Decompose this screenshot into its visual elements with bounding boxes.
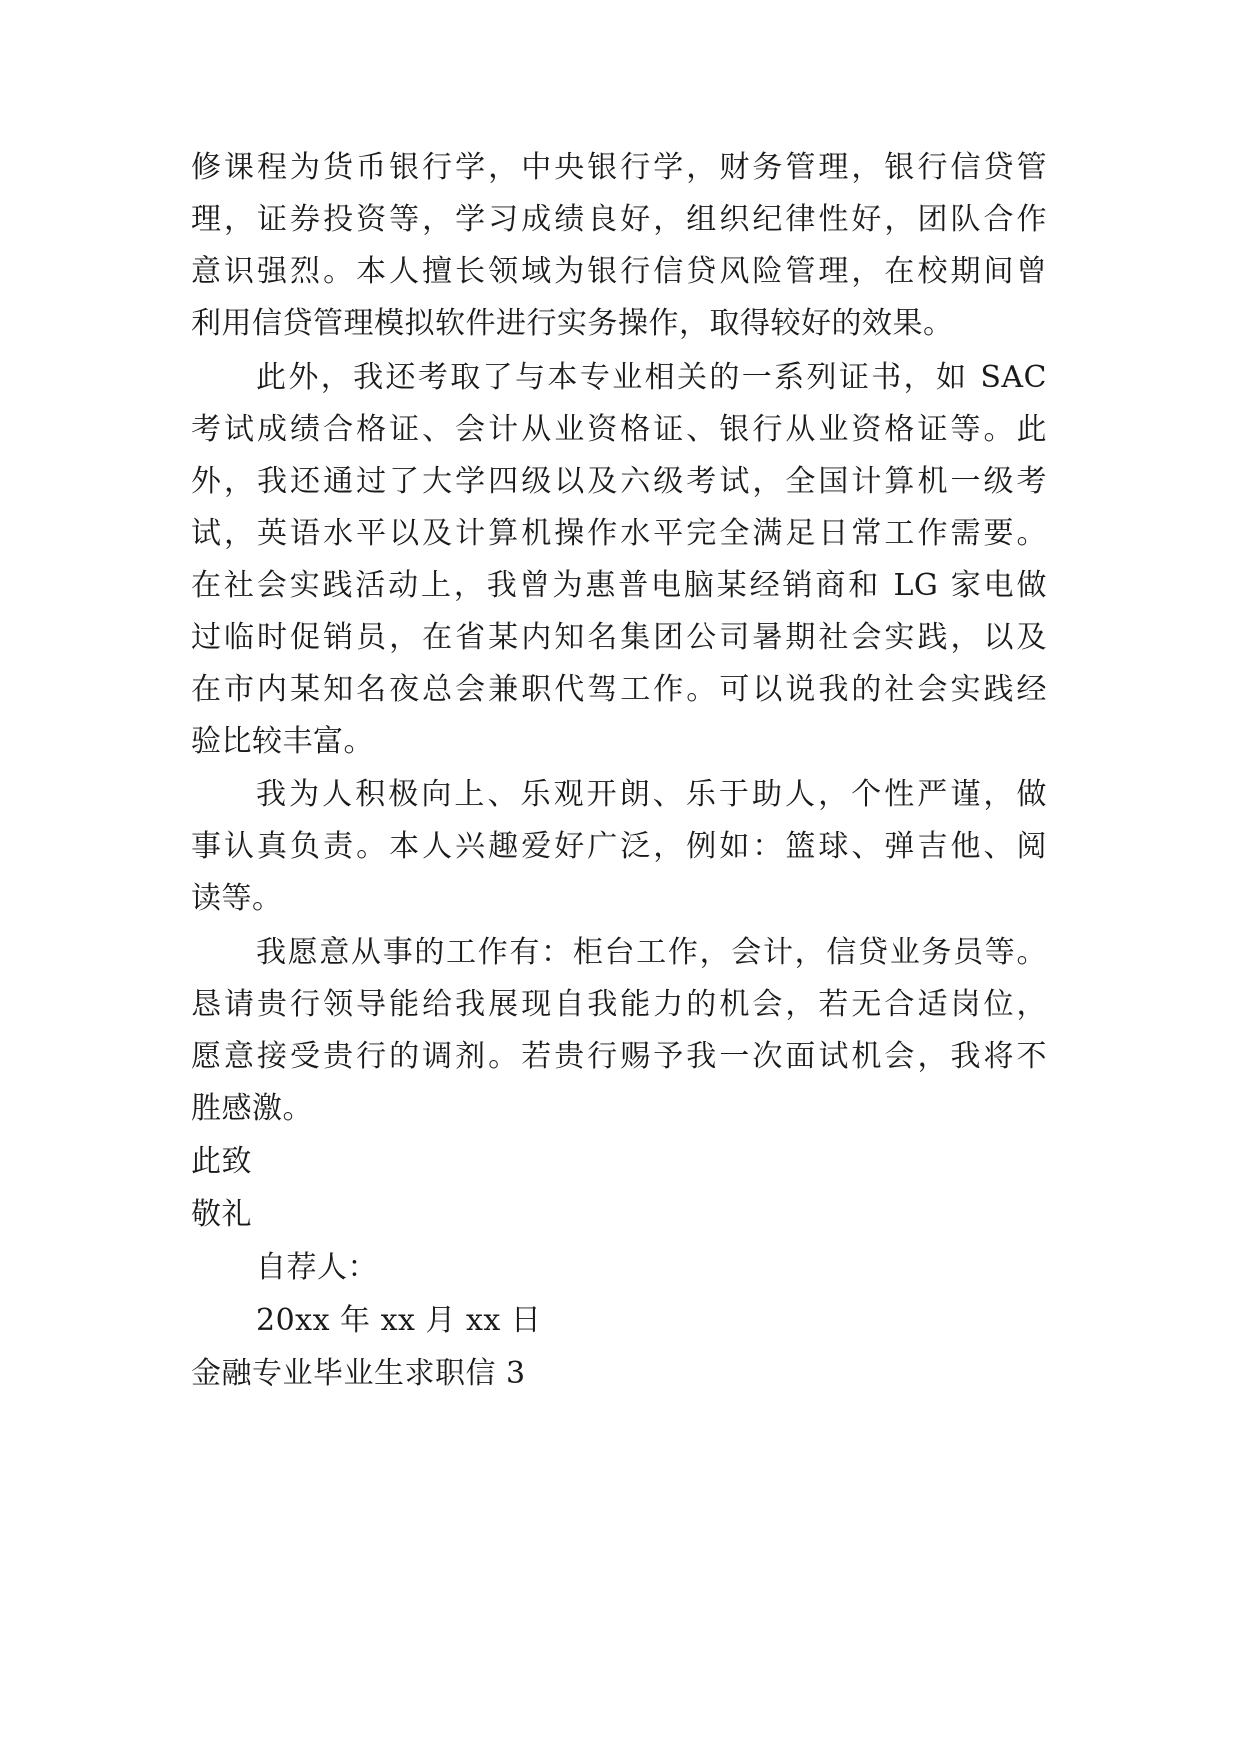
paragraph-line: 利用信贷管理模拟软件进行实务操作，取得较好的效果。	[191, 306, 954, 341]
paragraph-line: 试，英语水平以及计算机操作水平完全满足日常工作需要。	[191, 516, 1047, 551]
signature-date: 20xx 年 xx 月 xx 日	[256, 1303, 542, 1338]
paragraph-line: 恳请贵行领导能给我展现自我能力的机会，若无合适岗位，	[191, 987, 1047, 1022]
paragraph-line: 修课程为货币银行学，中央银行学，财务管理，银行信贷管	[191, 150, 1047, 185]
paragraph-line: 胜感激。	[191, 1091, 313, 1126]
closing-salutation: 此致	[191, 1144, 252, 1179]
signature-label: 自荐人：	[256, 1250, 378, 1285]
paragraph-line: 理，证券投资等，学习成绩良好，组织纪律性好，团队合作	[191, 202, 1047, 237]
paragraph-line: 外，我还通过了大学四级以及六级考试，全国计算机一级考	[191, 464, 1047, 499]
paragraph-line: 在市内某知名夜总会兼职代驾工作。可以说我的社会实践经	[191, 672, 1047, 707]
paragraph-line: 愿意接受贵行的调剂。若贵行赐予我一次面试机会，我将不	[191, 1039, 1047, 1074]
paragraph-line: 意识强烈。本人擅长领域为银行信贷风险管理，在校期间曾	[191, 254, 1047, 289]
paragraph-line: 在社会实践活动上，我曾为惠普电脑某经销商和 LG 家电做	[191, 568, 1047, 603]
paragraph-line: 我愿意从事的工作有：柜台工作，会计，信贷业务员等。	[256, 935, 1047, 970]
paragraph-line: 验比较丰富。	[191, 724, 374, 759]
paragraph-line: 此外，我还考取了与本专业相关的一系列证书，如 SAC	[256, 360, 1047, 395]
paragraph-line: 事认真负责。本人兴趣爱好广泛，例如：篮球、弹吉他、阅	[191, 829, 1047, 864]
section-heading: 金融专业毕业生求职信 3	[191, 1356, 526, 1391]
closing-regards: 敬礼	[191, 1197, 252, 1232]
paragraph-line: 读等。	[191, 881, 283, 916]
paragraph-line: 过临时促销员，在省某内知名集团公司暑期社会实践，以及	[191, 620, 1047, 655]
paragraph-line: 我为人积极向上、乐观开朗、乐于助人，个性严谨，做	[256, 777, 1047, 812]
paragraph-line: 考试成绩合格证、会计从业资格证、银行从业资格证等。此	[191, 412, 1047, 447]
